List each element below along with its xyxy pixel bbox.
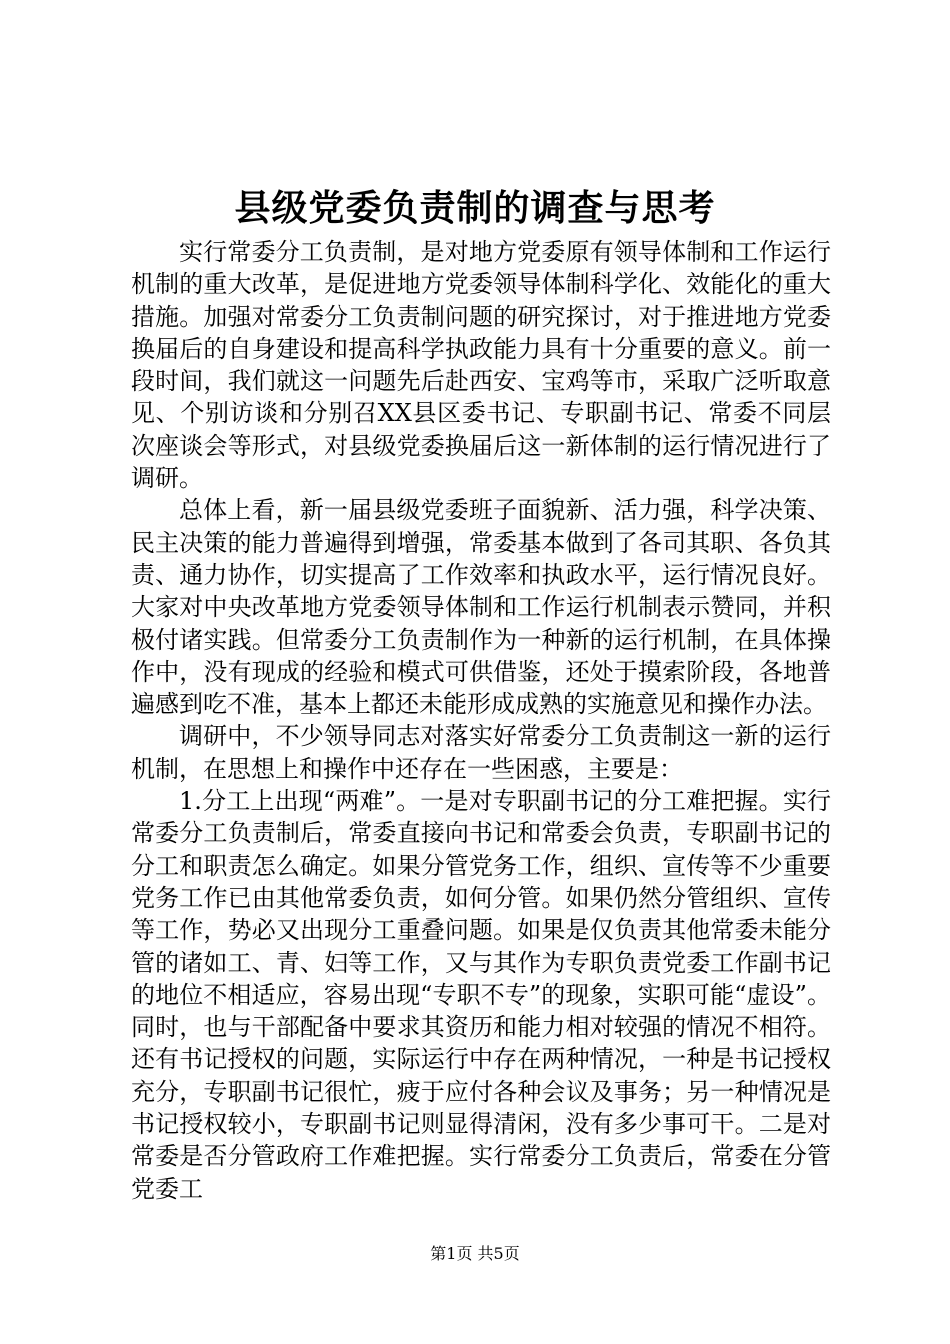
document-title: 县级党委负责制的调查与思考 [234, 187, 716, 229]
paragraph-4: 1.分工上出现“两难”。一是对专职副书记的分工难把握。实行常委分工负责制后，常委直接向书记和常委会负责，专职副书记的分工和职责怎么确定。如果分管党务工作，组织、宣传等不少重要党务工作已由其他常委负责，如何分管。如果仍然分管组织、宣传等工作，势必又出现分工重叠问题。如果是仅负责其他常委未能分管的诸如工、青、妇等工作，又与其作为专职负责党委工作副书记的地位不相适应，容易出现“专职不专”的现象，实职可能“虚设”。同时，也与干部配备中要求其资历和能力相对较强的情况不相符。还有书记授权的问题，实际运行中存在两种情况，一种是书记授权充分，专职副书记很忙，疲于应付各种会议及事务；另一种情况是书记授权较小，专职副书记则显得清闲，没有多少事可干。二是对常委是否分管政府工作难把握。实行常委分工负责后，常委在分管党委工 [131, 787, 831, 1203]
paragraph-3: 调研中，不少领导同志对落实好常委分工负责制这一新的运行机制，在思想上和操作中还存在一些困惑，主要是： [131, 722, 831, 783]
paragraph-2: 总体上看，新一届县级党委班子面貌新、活力强，科学决策、民主决策的能力普遍得到增强，常委基本做到了各司其职、各负其责、通力协作，切实提高了工作效率和执政水平，运行情况良好。大家对中央改革地方党委领导体制和工作运行机制表示赞同，并积极付诸实践。但常委分工负责制作为一种新的运行机制，在具体操作中，没有现成的经验和模式可供借鉴，还处于摸索阶段，各地普遍感到吃不准，基本上都还未能形成成熟的实施意见和操作办法。 [131, 496, 831, 719]
paragraph-1: 实行常委分工负责制，是对地方党委原有领导体制和工作运行机制的重大改革，是促进地方党委领导体制科学化、效能化的重大措施。加强对常委分工负责制问题的研究探讨，对于推进地方党委换届后的自身建设和提高科学执政能力具有十分重要的意义。前一段时间，我们就这一问题先后赴西安、宝鸡等市，采取广泛听取意见、个别访谈和分别召XX县区委书记、专职副书记、常委不同层次座谈会等形式，对县级党委换届后这一新体制的运行情况进行了调研。 [131, 238, 831, 493]
page-footer: 第1页 共5页 [430, 1244, 520, 1263]
document-body [131, 236, 831, 1205]
